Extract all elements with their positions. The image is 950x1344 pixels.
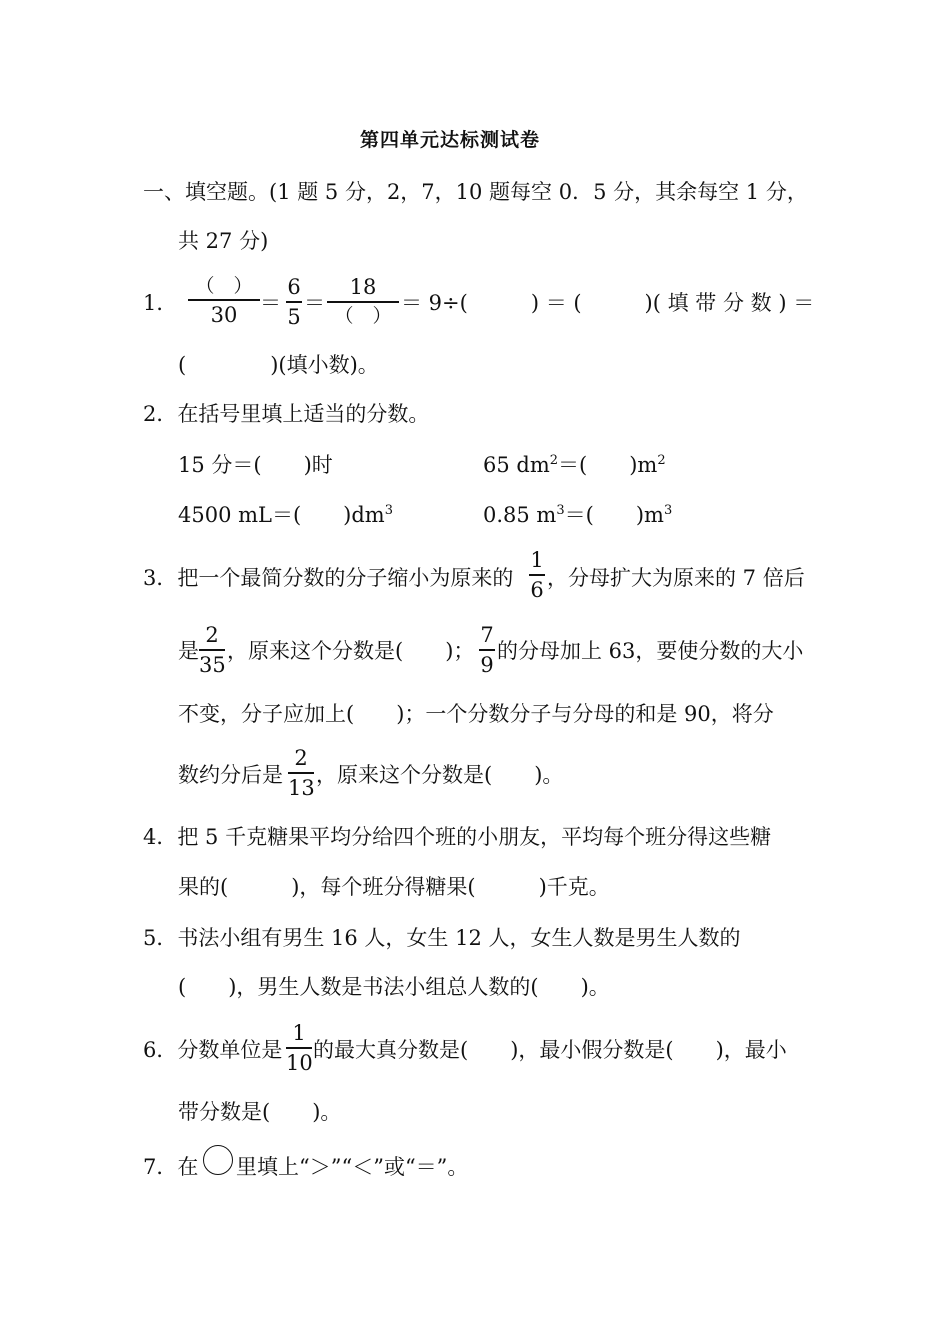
q3-frac-b-numerator: 2 <box>205 623 219 647</box>
question-2: 2．在括号里填上适当的分数。 <box>143 402 430 426</box>
q6-frac-numerator: 1 <box>292 1021 306 1045</box>
fraction-bar <box>529 574 545 576</box>
circle-icon <box>203 1145 233 1175</box>
q7-pre: 7．在 <box>143 1155 199 1179</box>
q3-line2-pre: 是 <box>178 639 199 663</box>
q3-line3: 不变，分子应加上( )；一个分数分子与分母的和是 90，将分 <box>178 702 774 726</box>
q1-rest: ＝ 9÷( ) ＝ ( )( 填 带 分 数 ) ＝ <box>401 291 815 315</box>
q7-post: 里填上“＞”“＜”或“＝”。 <box>236 1155 469 1179</box>
superscript: 2 <box>549 453 559 468</box>
q2-item-c <box>178 505 393 526</box>
q3-fraction-b <box>199 625 225 676</box>
question-4-line2: 果的( )，每个班分得糖果( )千克。 <box>178 875 610 899</box>
q3-frac-c-denominator: 9 <box>480 652 494 677</box>
q3-frac-d-numerator: 2 <box>294 746 308 770</box>
q1-frac3-denominator: （ ） <box>334 304 392 327</box>
section-heading-line2: 共 27 分) <box>178 229 269 253</box>
q2-item-d <box>483 505 672 526</box>
q3-frac-c-numerator: 7 <box>480 623 494 647</box>
fraction-bar <box>479 649 495 651</box>
q1-equals-1: ＝ <box>260 291 281 315</box>
q3-fraction-a <box>529 550 545 601</box>
superscript: 3 <box>556 503 565 518</box>
q3-line1-post: ，分母扩大为原来的 7 倍后 <box>547 566 805 590</box>
q2-item-b-pre: 65 dm <box>483 453 550 477</box>
q6-line1-pre: 6．分数单位是 <box>143 1038 283 1062</box>
q1-frac1-numerator: （ ） <box>195 275 253 297</box>
q3-frac-a-numerator: 1 <box>530 548 544 572</box>
q2-item-b <box>483 455 666 476</box>
q3-frac-a-denominator: 6 <box>530 577 544 602</box>
section-heading: 一、填空题。(1 题 5 分，2，7，10 题每空 0．5 分，其余每空 1 分， <box>143 180 808 204</box>
q3-line2-post: 的分母加上 63，要使分数的大小 <box>497 639 804 663</box>
q3-frac-b-denominator: 35 <box>199 652 226 677</box>
fraction-bar <box>286 1047 312 1049</box>
q6-line2: 带分数是( )。 <box>178 1100 342 1124</box>
page-title: 第四单元达标测试卷 <box>360 129 541 151</box>
q1-fraction-1 <box>188 277 260 326</box>
q3-fraction-d <box>288 748 314 799</box>
question-1-number: 1． <box>143 291 178 315</box>
fraction-bar <box>288 772 314 774</box>
question-5-line2: ( )，男生人数是书法小组总人数的( )。 <box>178 975 610 999</box>
question-4-line1: 4．把 5 千克糖果平均分给四个班的小朋友，平均每个班分得这些糖 <box>143 825 772 849</box>
q1-equals-2: ＝ <box>304 291 325 315</box>
q1-frac2-denominator: 5 <box>287 304 301 329</box>
q3-line4-post: ，原来这个分数是( )。 <box>316 763 564 787</box>
q3-frac-d-denominator: 13 <box>288 775 315 800</box>
q1-fraction-2 <box>286 277 302 328</box>
q1-frac1-denominator: 30 <box>210 302 238 327</box>
fraction-bar <box>199 649 225 651</box>
q2-item-a: 15 分＝( )时 <box>178 453 333 477</box>
q6-fraction <box>286 1023 312 1074</box>
superscript: 2 <box>657 453 666 468</box>
fraction-bar <box>286 301 302 303</box>
q1-frac3-numerator: 18 <box>349 275 377 299</box>
q2-item-d-pre: 0.85 m <box>483 503 557 527</box>
superscript: 3 <box>384 503 393 518</box>
q6-frac-denominator: 10 <box>286 1050 313 1075</box>
question-5-line1: 5．书法小组有男生 16 人，女生 12 人，女生人数是男生人数的 <box>143 926 741 950</box>
q3-line4-pre: 数约分后是 <box>178 763 283 787</box>
q2-item-d-mid: ＝( )m <box>564 503 664 527</box>
q2-item-c-pre: 4500 mL＝( )dm <box>178 503 385 527</box>
fraction-bar <box>327 301 399 303</box>
q3-line2-mid: ，原来这个分数是( )； <box>227 639 475 663</box>
q1-frac2-numerator: 6 <box>287 275 301 299</box>
q1-line2: ( )(填小数)。 <box>178 353 379 377</box>
fraction-bar <box>188 299 260 301</box>
q3-line1-pre: 3．把一个最简分数的分子缩小为原来的 <box>143 566 514 590</box>
superscript: 3 <box>663 503 673 518</box>
q3-fraction-c <box>479 625 495 676</box>
q1-fraction-3 <box>327 277 399 326</box>
q2-item-b-mid: ＝( )m <box>558 453 658 477</box>
q6-line1-post: 的最大真分数是( )，最小假分数是( )，最小 <box>313 1038 787 1062</box>
